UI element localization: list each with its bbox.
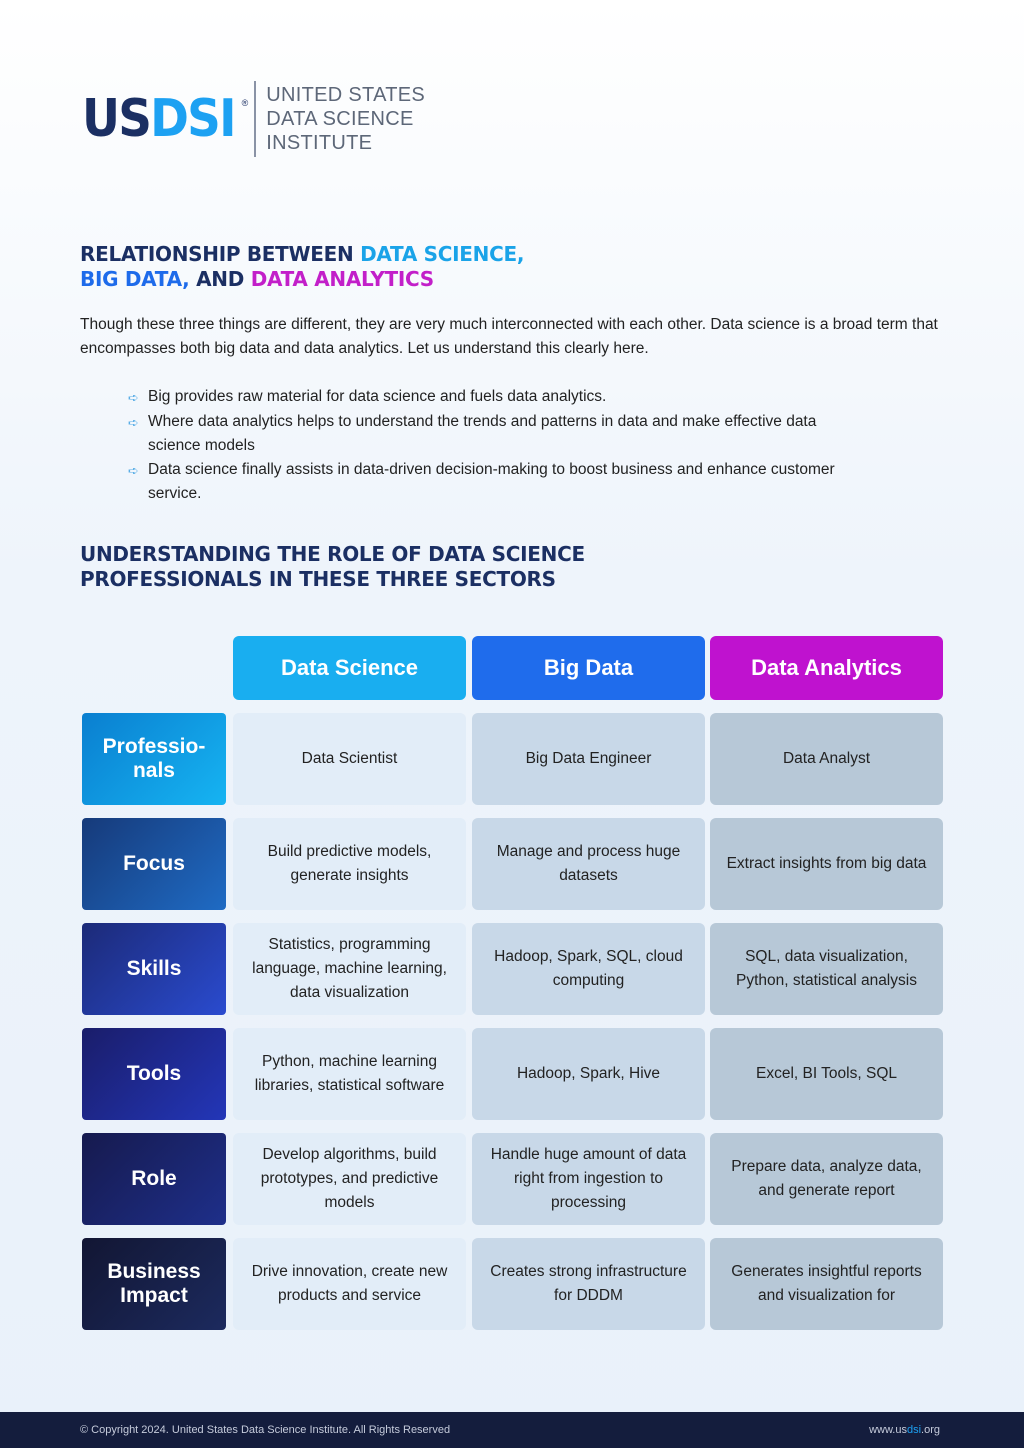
table-cell: Statistics, programming language, machine learning, data visualization xyxy=(233,923,466,1015)
table-cell: Build predictive models, generate insights xyxy=(233,818,466,910)
row-header-label: Skills xyxy=(126,957,182,980)
arrow-bullet-icon: ➪ xyxy=(128,415,139,430)
url-text: www.us xyxy=(869,1424,907,1436)
title-text: AND xyxy=(189,267,251,291)
column-header-data-analytics: Data Analytics xyxy=(710,636,943,700)
section-title-relationship xyxy=(80,242,524,292)
logo-mark-us: US xyxy=(82,89,151,149)
list-item xyxy=(128,385,848,410)
table-cell: Develop algorithms, build prototypes, and predictive models xyxy=(233,1133,466,1225)
row-header-label: Focus xyxy=(123,852,185,875)
bullet-text: Data science finally assists in data-driven decision-making to boost business and enhance customer service. xyxy=(148,461,835,502)
table-cell: Hadoop, Spark, Hive xyxy=(472,1028,705,1120)
table-cell: Python, machine learning libraries, statistical software xyxy=(233,1028,466,1120)
table-cell: Generates insightful reports and visualization for xyxy=(710,1238,943,1330)
column-header-data-science: Data Science xyxy=(233,636,466,700)
list-item xyxy=(128,410,848,458)
table-cell: Creates strong infrastructure for DDDM xyxy=(472,1238,705,1330)
url-text: .org xyxy=(921,1424,940,1436)
arrow-bullet-icon: ➪ xyxy=(128,463,139,478)
logo-line: UNITED STATES xyxy=(266,84,426,106)
column-header-big-data: Big Data xyxy=(472,636,705,700)
logo-mark xyxy=(82,89,235,149)
table-cell: Big Data Engineer xyxy=(472,713,705,805)
table-cell: Hadoop, Spark, SQL, cloud computing xyxy=(472,923,705,1015)
table-cell: Prepare data, analyze data, and generate report xyxy=(710,1133,943,1225)
table-cell: Handle huge amount of data right from ingestion to processing xyxy=(472,1133,705,1225)
bullet-list xyxy=(128,385,848,506)
row-header-label: Business Impact xyxy=(107,1260,201,1307)
logo-divider xyxy=(254,81,256,157)
section-title-roles xyxy=(80,542,585,592)
row-header-label: Tools xyxy=(126,1062,182,1085)
title-line: UNDERSTANDING THE ROLE OF DATA SCIENCE xyxy=(80,542,585,566)
title-text: RELATIONSHIP BETWEEN xyxy=(80,242,361,266)
arrow-bullet-icon: ➪ xyxy=(128,390,139,405)
title-line: PROFESSIONALS IN THESE THREE SECTORS xyxy=(80,567,556,591)
footer xyxy=(0,1412,1024,1448)
row-header-professionals xyxy=(82,713,226,805)
bullet-text: Big provides raw material for data science and fuels data analytics. xyxy=(148,388,607,405)
row-header-role xyxy=(82,1133,226,1225)
website-link[interactable] xyxy=(869,1424,940,1436)
table-cell: Excel, BI Tools, SQL xyxy=(710,1028,943,1120)
bullet-text: Where data analytics helps to understand the trends and patterns in data and make effective data science models xyxy=(148,413,817,454)
logo-line: DATA SCIENCE xyxy=(266,108,414,130)
row-header-business-impact xyxy=(82,1238,226,1330)
table-cell: Drive innovation, create new products and service xyxy=(233,1238,466,1330)
table-cell: SQL, data visualization, Python, statistical analysis xyxy=(710,923,943,1015)
title-text-big-data: BIG DATA, xyxy=(80,267,190,291)
table-cell: Manage and process huge datasets xyxy=(472,818,705,910)
usdsi-logo xyxy=(82,80,425,158)
copyright-text: © Copyright 2024. United States Data Science Institute. All Rights Reserved xyxy=(80,1424,451,1436)
registered-mark: ® xyxy=(241,98,249,108)
title-text-data-analytics: DATA ANALYTICS xyxy=(250,267,434,291)
table-cell: Extract insights from big data xyxy=(710,818,943,910)
intro-paragraph: Though these three things are different, they are very much interconnected with each other. Data science is a broad term that encompasses both big data and data analytics. Let us understand this clearly here. xyxy=(80,316,938,357)
list-item xyxy=(128,458,848,506)
row-header-label: Professio- nals xyxy=(102,735,206,782)
row-header-tools xyxy=(82,1028,226,1120)
table-cell: Data Analyst xyxy=(710,713,943,805)
row-header-focus xyxy=(82,818,226,910)
logo-mark-dsi: DSI xyxy=(150,89,235,149)
title-text-data-science: DATA SCIENCE, xyxy=(360,242,525,266)
row-header-label: Role xyxy=(131,1167,177,1190)
logo-wordmark xyxy=(266,83,425,155)
logo-line: INSTITUTE xyxy=(266,132,373,154)
row-header-skills xyxy=(82,923,226,1015)
table-cell: Data Scientist xyxy=(233,713,466,805)
url-text-dsi: dsi xyxy=(906,1424,922,1436)
